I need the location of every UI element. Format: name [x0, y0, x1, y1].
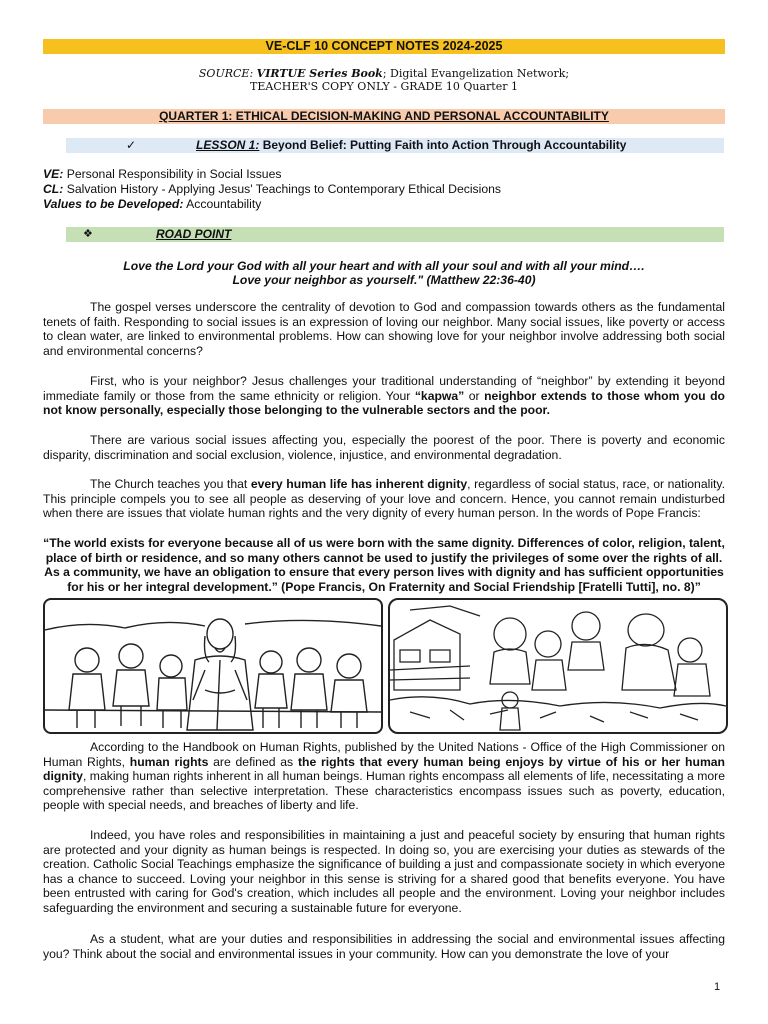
pope-francis-quote: “The world exists for everyone because all of us were born with the same dignity. Differences of color, religion, talent, place of birth or residence, and so many others cannot be used to justify the privileges of some over the rights of all. As a community, we have an obligation to ensure that every person lives with dignity and has sufficient opportunities for his or her integral development.” (Pope Francis, On Fraternity and Social Friendship [Fratelli Tutti], no. 8)”: [43, 536, 725, 594]
paragraph-1: [43, 300, 725, 358]
lesson-label: LESSON 1:: [196, 138, 260, 152]
checkmark-icon: ✓: [126, 138, 137, 152]
kapwa-term: “kapwa”: [414, 388, 465, 403]
paragraph-5-text-e: , making human rights inherent in all human beings. Human rights encompass all elements of life, necessitating a more comprehensive rather than selective interpretation. These characteristics encompass issues such as poverty, education, people with special needs, and breaches of liberty and life.: [43, 769, 725, 813]
source-citation: [43, 67, 725, 93]
paragraph-2: [43, 374, 725, 418]
lesson-title: Beyond Belief: Putting Faith into Action Through Accountability: [259, 138, 627, 152]
social-issues-illustration: [388, 598, 728, 734]
human-rights-definition: the rights that every human being enjoys by virtue of his or her human dignity: [43, 754, 726, 784]
ve-label: VE:: [43, 167, 64, 181]
paragraph-7-text: As a student, what are your duties and responsibilities in addressing the social and environmental issues affecting you? Think about the social and environmental issues in your community. How can you demonstrate the love of your: [43, 932, 725, 961]
paragraph-4: [43, 477, 725, 521]
social-issues-drawing: [390, 600, 726, 732]
quarter-heading: [43, 109, 725, 124]
paragraph-6-text: Indeed, you have roles and responsibilities in maintaining a just and peaceful society by ensuring that human rights are protected and your dignity as human beings is respected. In doing so, you are exercising your duties as stewards of the creation. Catholic Social Teachings emphasize the significance of building a just and compassionate society in which everyone has a chance to succeed. Loving your neighbor in this sense is striving for a shared good that benefits everyone. You have been entrusted with caring for God's creation, which includes all people and the environment. Loving your neighbor includes safeguarding the environment and securing a sustainable future for everyone.: [43, 828, 725, 915]
ve-line: [43, 167, 733, 182]
scripture-line-1: Love the Lord your God with all your heart and with all your soul and with all your mind….: [123, 259, 645, 273]
source-label: SOURCE:: [198, 67, 257, 80]
jesus-with-children-illustration: [43, 598, 383, 734]
paragraph-3-text: There are various social issues affecting you, especially the poorest of the poor. There is poverty and economic disparity, discrimination and social exclusion, violence, injustice, and environmental degradation.: [43, 433, 725, 462]
paragraph-4-text-a: The Church teaches you that: [90, 477, 251, 491]
human-rights-term: human rights: [129, 754, 209, 769]
paragraph-6: [43, 828, 725, 916]
paragraph-7: [43, 932, 725, 961]
paragraph-2-text-a: First, who is your neighbor? Jesus challenges your traditional understanding of “neighbor” by extending it beyond immediate family or those from the same ethnicity or religion. Your: [43, 374, 725, 403]
values-line: [43, 197, 733, 212]
paragraph-2-text-c: or: [464, 388, 485, 403]
source-book: VIRTUE Series Book: [256, 67, 383, 80]
quarter-title: QUARTER 1: ETHICAL DECISION-MAKING AND PERSONAL ACCOUNTABILITY: [159, 109, 609, 123]
road-point-label: ROAD POINT: [156, 227, 232, 241]
cl-label: CL:: [43, 182, 64, 196]
paragraph-5-text-c: are defined as: [208, 754, 298, 769]
paragraph-1-text: The gospel verses underscore the centrality of devotion to God and compassion towards others as the fundamental tenets of faith. Responding to social issues is an expression of loving our neighbor. Many social issues, like poverty or access to clean water, are linked to environmental problems. How can showing love for your neighbor involve addressing both social and environmental concerns?: [43, 300, 725, 358]
paragraph-4-emphasis: every human life has inherent dignity: [250, 477, 468, 491]
diamond-bullet-icon: ❖: [83, 228, 93, 240]
paragraph-2-emphasis: neighbor extends to those whom you do not know personally, especially those belonging to the vulnerable sectors and the poor.: [43, 388, 726, 418]
source-rest: ; Digital Evangelization Network;: [382, 67, 570, 80]
source-line2: TEACHER'S COPY ONLY - GRADE 10 Quarter 1: [250, 80, 518, 93]
cl-line: [43, 182, 733, 197]
jesus-with-children-drawing: [45, 600, 381, 732]
scripture-line-2: Love your neighbor as yourself." (Matthew 22:36-40): [232, 273, 536, 287]
ve-value: Personal Responsibility in Social Issues: [63, 167, 282, 181]
paragraph-5: [43, 740, 725, 813]
paragraph-5-text-a: According to the Handbook on Human Rights, published by the United Nations - Office of the High Commissioner on Human Rights,: [43, 740, 725, 769]
lesson-heading: [66, 138, 724, 153]
paragraph-4-text-c: , regardless of social status, race, or nationality. This principle compels you to see all people as deserving of your love and concern. Hence, you cannot remain undisturbed when there are issues that violate human rights and the very dignity of every human person. In the words of Pope Francis:: [43, 477, 725, 521]
document-title: VE-CLF 10 CONCEPT NOTES 2024-2025: [43, 39, 725, 54]
road-point-heading: [66, 227, 724, 242]
page-number: 1: [714, 981, 721, 993]
values-value: Accountability: [183, 197, 262, 211]
cl-value: Salvation History - Applying Jesus' Teachings to Contemporary Ethical Decisions: [63, 182, 501, 196]
paragraph-3: [43, 433, 725, 462]
values-label: Values to be Developed:: [43, 197, 184, 211]
